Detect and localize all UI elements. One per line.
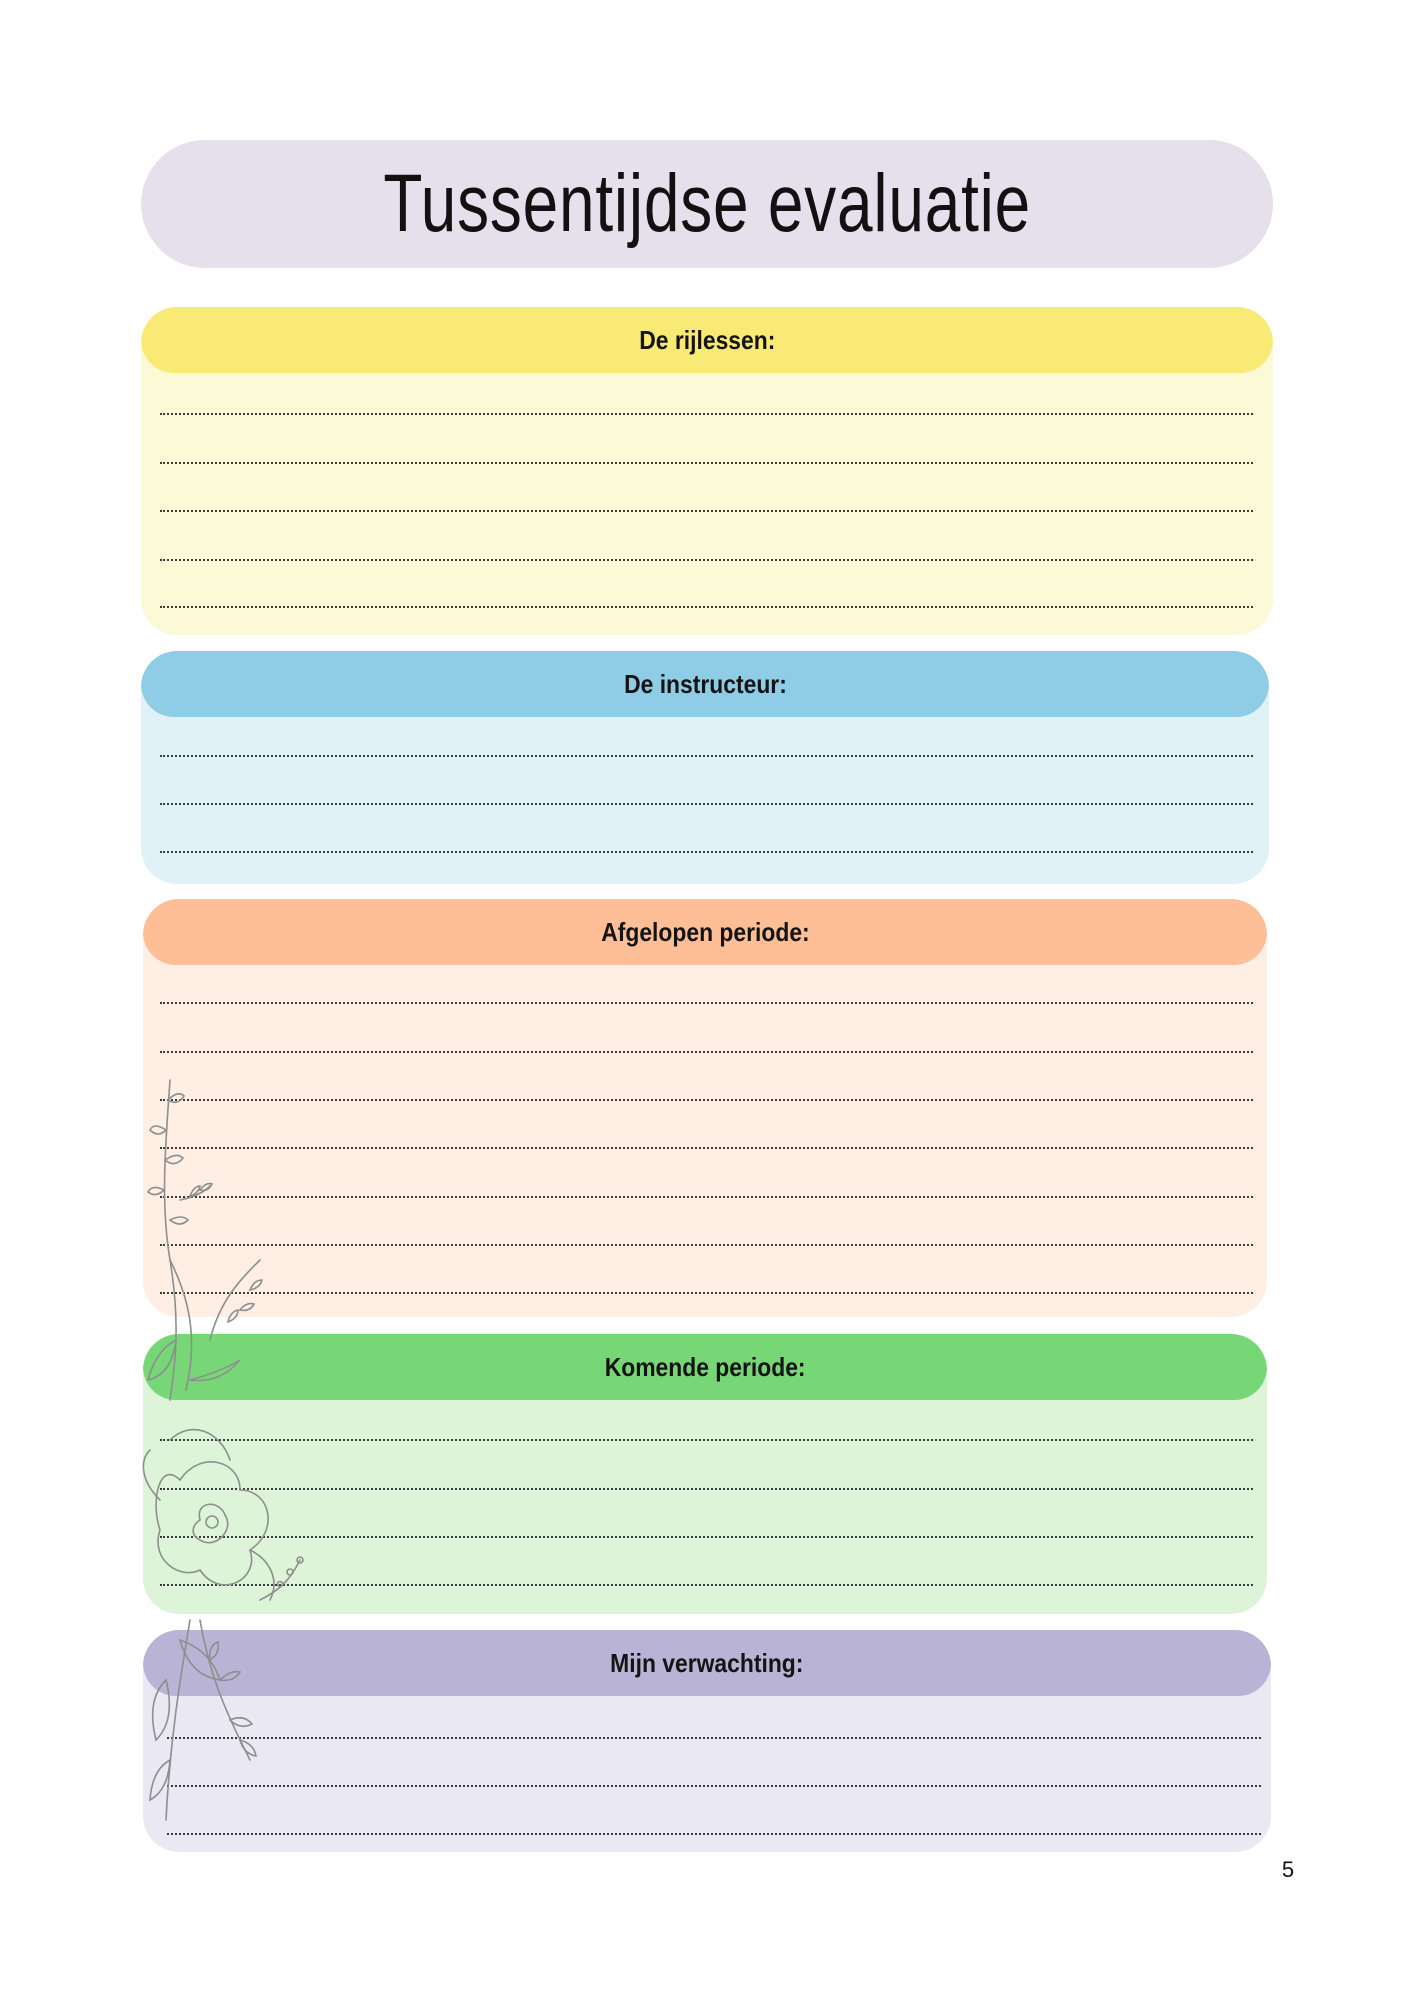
section-afgelopen-periode — [143, 899, 1267, 1317]
writing-line — [160, 1292, 1253, 1294]
section-title: Afgelopen periode: — [600, 916, 810, 947]
writing-line — [160, 851, 1253, 853]
writing-line — [160, 510, 1253, 512]
title-banner — [141, 140, 1273, 268]
writing-line — [167, 1737, 1261, 1739]
writing-line — [160, 1051, 1253, 1053]
writing-line — [160, 1488, 1253, 1490]
section-mijn-verwachting — [143, 1630, 1271, 1852]
section-header — [143, 1630, 1271, 1696]
writing-line — [160, 1439, 1253, 1441]
writing-line — [160, 755, 1253, 757]
writing-line — [160, 413, 1253, 415]
writing-line — [167, 1785, 1261, 1787]
section-de-instructeur — [141, 651, 1269, 884]
section-title: Komende periode: — [604, 1351, 806, 1382]
section-title: De instructeur: — [623, 668, 787, 699]
section-header — [141, 307, 1273, 373]
page-title: Tussentijdse evaluatie — [383, 158, 1031, 249]
writing-line — [160, 1147, 1253, 1149]
writing-line — [160, 606, 1253, 608]
section-header — [141, 651, 1269, 717]
section-de-rijlessen — [141, 307, 1273, 635]
writing-line — [160, 1099, 1253, 1101]
writing-line — [160, 559, 1253, 561]
writing-line — [160, 1196, 1253, 1198]
page-number: 5 — [1281, 1857, 1295, 1882]
writing-line — [160, 1536, 1253, 1538]
writing-line — [167, 1833, 1261, 1835]
section-title: De rijlessen: — [638, 324, 776, 355]
writing-line — [160, 803, 1253, 805]
writing-line — [160, 1244, 1253, 1246]
writing-line — [160, 462, 1253, 464]
section-header — [143, 1334, 1267, 1400]
writing-line — [160, 1002, 1253, 1004]
section-title: Mijn verwachting: — [610, 1647, 804, 1678]
section-komende-periode — [143, 1334, 1267, 1614]
section-header — [143, 899, 1267, 965]
writing-line — [160, 1584, 1253, 1586]
